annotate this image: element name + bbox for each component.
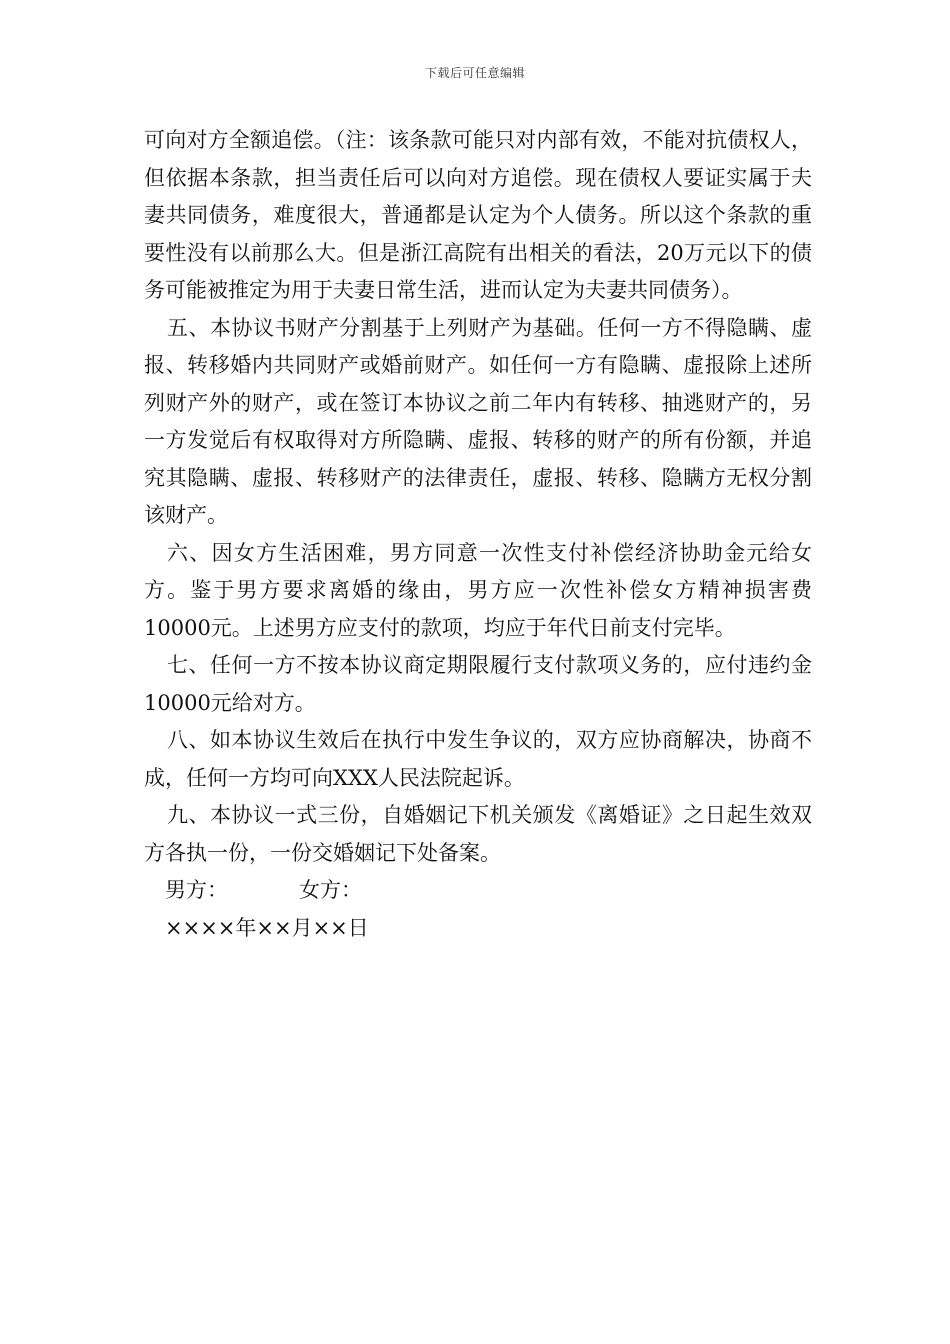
signature-line <box>144 872 812 910</box>
paragraph-clause-6: 六、因女方生活困难，男方同意一次性支付补偿经济协助金元给女方。鉴于男方要求离婚的缘由，男方应一次性补偿女方精神损害费10000元。上述男方应支付的款项，均应于年代日前支付完毕。 <box>144 540 812 640</box>
paragraph-clause-7: 七、任何一方不按本协议商定期限履行支付款项义务的，应付违约金10000元给对方。 <box>144 653 812 715</box>
male-signature-label: 男方： <box>165 878 228 902</box>
date-line: ××××年××月××日 <box>165 915 369 940</box>
paragraph-clause-9: 九、本协议一式三份，自婚姻记下机关颁发《离婚证》之日起生效双方各执一份，一份交婚姻记下处备案。 <box>144 803 812 865</box>
paragraph-continuation: 可向对方全额追偿。（注：该条款可能只对内部有效，不能对抗债权人，但依据本条款，担当责任后可以向对方追偿。现在债权人要证实属于夫妻共同债务，难度很大，普通都是认定为个人债务。所以这个条款的重要性没有以前那么大。但是浙江高院有出相关的看法，20万元以下的债务可能被推定为用于夫妻日常生活，进而认定为夫妻共同债务）。 <box>144 128 812 302</box>
document-body <box>144 122 812 947</box>
female-signature-label: 女方： <box>299 878 362 902</box>
paragraph-clause-8: 八、如本协议生效后在执行中发生争议的，双方应协商解决，协商不成，任何一方均可向XXX人民法院起诉。 <box>144 728 812 790</box>
page-header: 下载后可任意编辑 <box>424 66 525 80</box>
paragraph-clause-5: 五、本协议书财产分割基于上列财产为基础。任何一方不得隐瞒、虚报、转移婚内共同财产或婚前财产。如任何一方有隐瞒、虚报除上述所列财产外的财产，或在签订本协议之前二年内有转移、抽逃财产的，另一方发觉后有权取得对方所隐瞒、虚报、转移的财产的所有份额，并追究其隐瞒、虚报、转移财产的法律责任，虚报、转移、隐瞒方无权分割该财产。 <box>144 315 812 527</box>
